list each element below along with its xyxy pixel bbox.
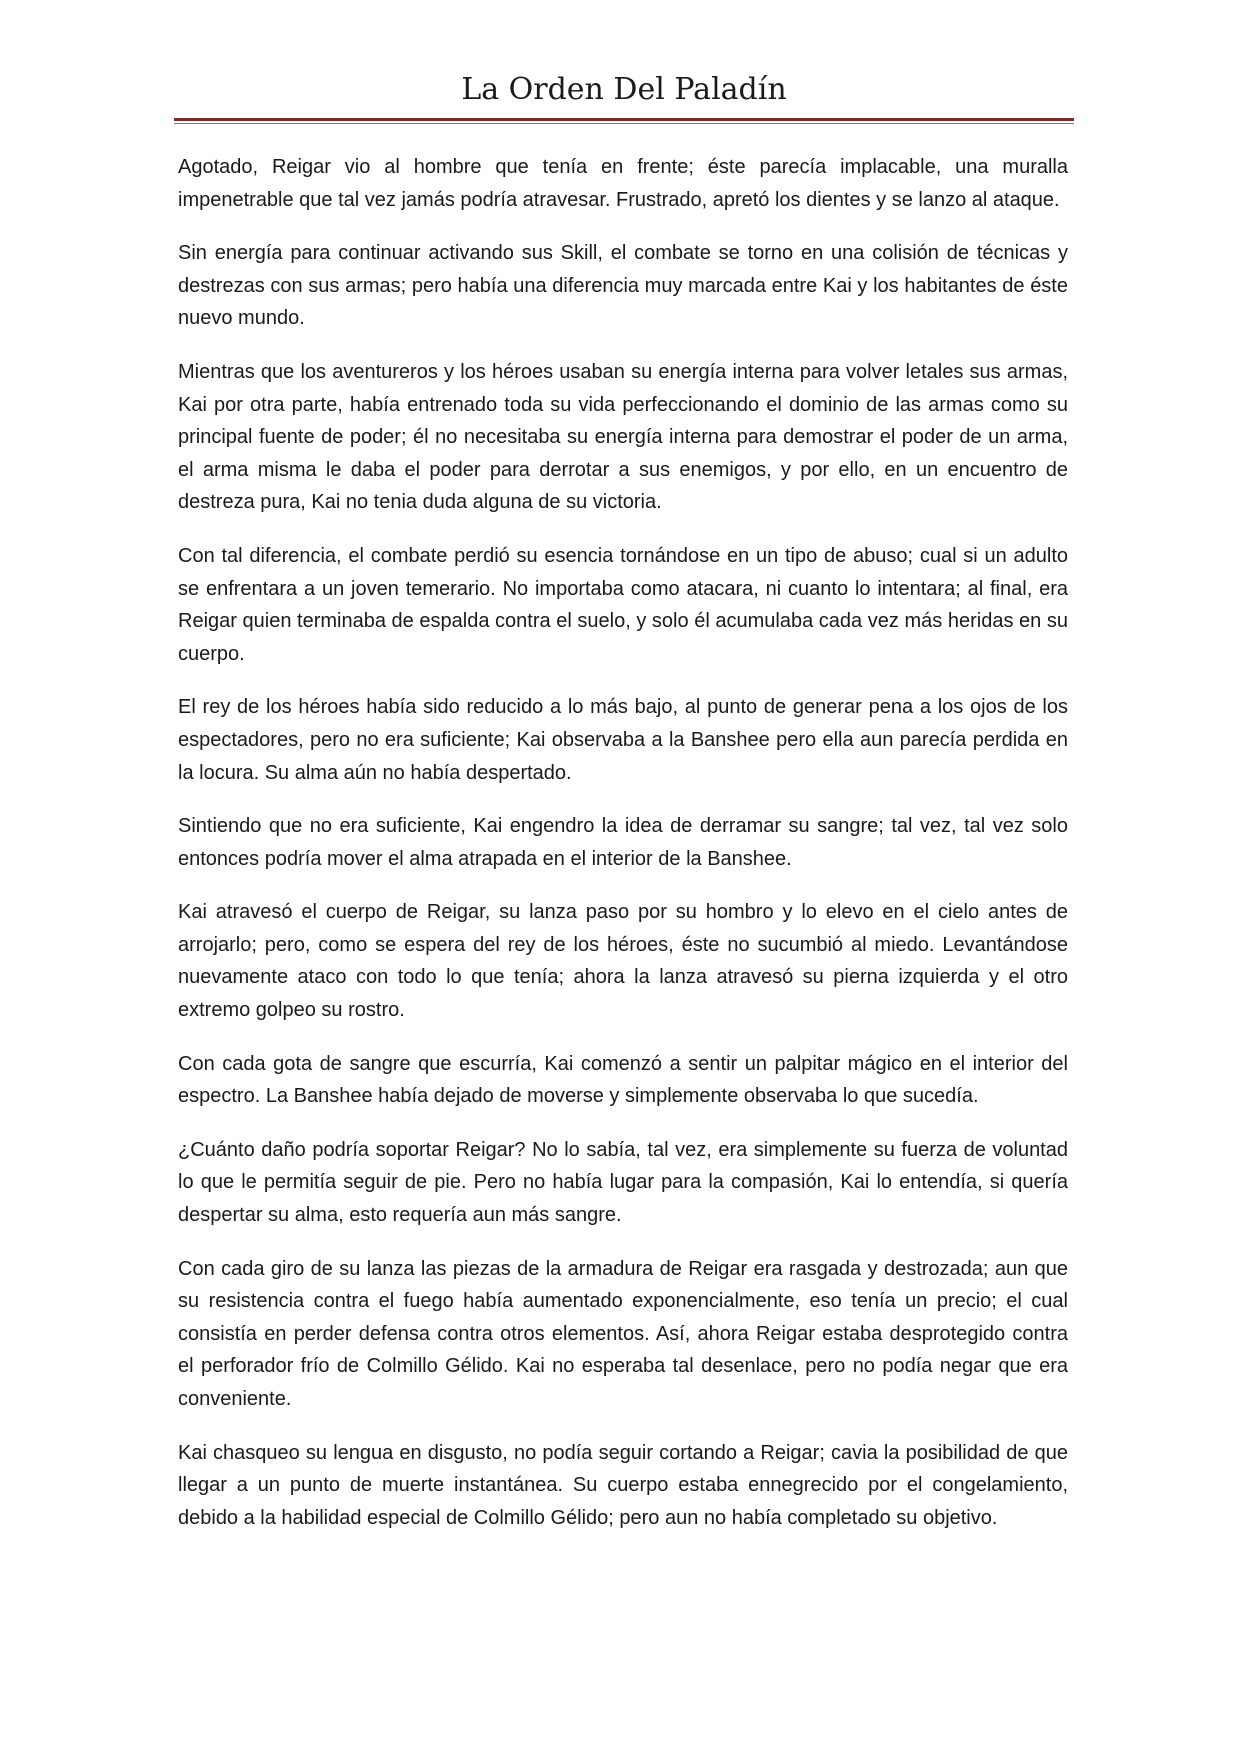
paragraph: El rey de los héroes había sido reducido a lo más bajo, al punto de generar pena a los ojos de los espectadores, pero no era suficiente; Kai observaba a la Banshee pero ella aun parecía perdida en la locura. Su alma aún no había despertado.	[178, 696, 1068, 784]
paragraph: Kai chasqueo su lengua en disgusto, no podía seguir cortando a Reigar; cavia la posibilidad de que llegar a un punto de muerte instantánea. Su cuerpo estaba ennegrecido por el congelamiento, debido a la habilidad especial de Colmillo Gélido; pero aun no había completado su objetivo.	[178, 1441, 1068, 1529]
page-header	[174, 68, 1074, 124]
paragraph: Sintiendo que no era suficiente, Kai engendro la idea de derramar su sangre; tal vez, tal vez solo entonces podría mover el alma atrapada en el interior de la Banshee.	[178, 815, 1068, 870]
header-divider	[174, 118, 1074, 121]
paragraph: Agotado, Reigar vio al hombre que tenía en frente; éste parecía implacable, una muralla impenetrable que tal vez jamás podría atravesar. Frustrado, apretó los dientes y se lanzo al ataque.	[178, 156, 1068, 211]
paragraph: ¿Cuánto daño podría soportar Reigar? No lo sabía, tal vez, era simplemente su fuerza de voluntad lo que le permitía seguir de pie. Pero no había lugar para la compasión, Kai lo entendía, si quería despertar su alma, esto requería aun más sangre.	[178, 1138, 1068, 1227]
page-title: La Orden Del Paladín	[461, 72, 787, 107]
paragraph: Kai atravesó el cuerpo de Reigar, su lanza paso por su hombro y lo elevo en el cielo antes de arrojarlo; pero, como se espera del rey de los héroes, éste no sucumbió al miedo. Levantándose nuevamente ataco con todo lo que tenía; ahora la lanza atravesó su pierna izquierda y el otro extremo golpeo su rostro.	[178, 901, 1068, 1022]
paragraph: Con tal diferencia, el combate perdió su esencia tornándose en un tipo de abuso; cual si un adulto se enfrentara a un joven temerario. No importaba como atacara, ni cuanto lo intentara; al final, era Reigar quien terminaba de espalda contra el suelo, y solo él acumulaba cada vez más heridas en su cuerpo.	[178, 544, 1068, 665]
header-divider-thin	[174, 123, 1074, 124]
paragraph: Sin energía para continuar activando sus Skill, el combate se torno en una colisión de técnicas y destrezas con sus armas; pero había una diferencia muy marcada entre Kai y los habitantes de éste nuevo mundo.	[178, 242, 1068, 330]
paragraph: Mientras que los aventureros y los héroes usaban su energía interna para volver letales sus armas, Kai por otra parte, había entrenado toda su vida perfeccionando el dominio de las armas como su principal fuente de poder; él no necesitaba su energía interna para demostrar el poder de un arma, el arma misma le daba el poder para derrotar a sus enemigos, y por ello, en un encuentro de destreza pura, Kai no tenia duda alguna de su victoria.	[178, 360, 1068, 514]
paragraph: Con cada giro de su lanza las piezas de la armadura de Reigar era rasgada y destrozada; aun que su resistencia contra el fuego había aumentado exponencialmente, eso tenía un precio; el cual consistía en perder defensa contra otros elementos. Así, ahora Reigar estaba desprotegido contra el perforador frío de Colmillo Gélido. Kai no esperaba tal desenlace, pero no podía negar que era conveniente.	[178, 1257, 1068, 1410]
document-body	[178, 151, 1068, 1555]
paragraph: Con cada gota de sangre que escurría, Kai comenzó a sentir un palpitar mágico en el interior del espectro. La Banshee había dejado de moverse y simplemente observaba lo que sucedía.	[178, 1052, 1068, 1108]
